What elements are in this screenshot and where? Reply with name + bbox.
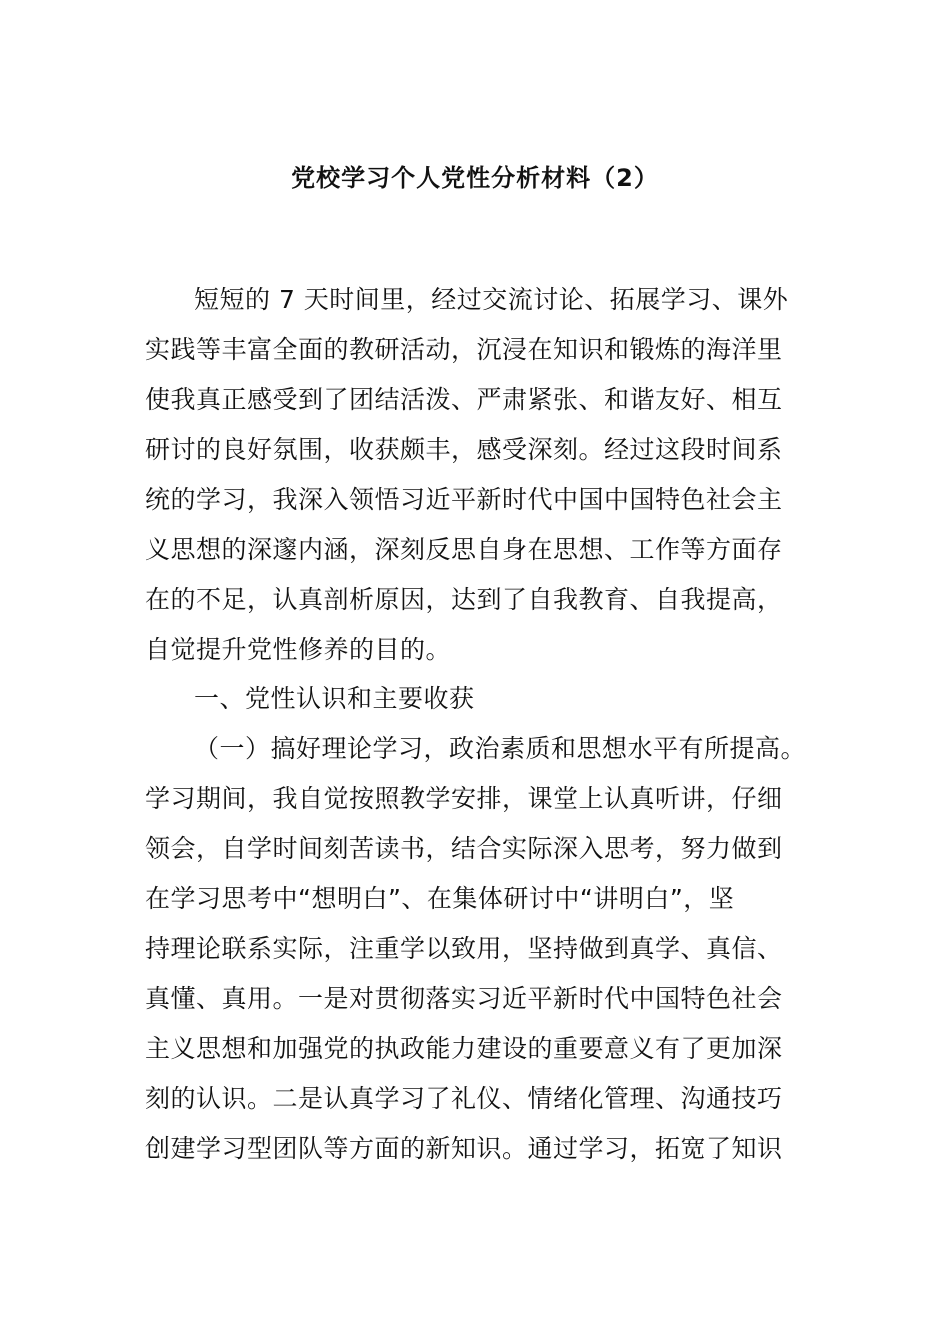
paragraph-line: 创建学习型团队等方面的新知识。通过学习，拓宽了知识 [145,1134,783,1163]
paragraph-line: 自觉提升党性修养的目的。 [145,635,452,664]
document-title: 党校学习个人党性分析材料（2） [291,164,659,192]
paragraph-line: 学习期间，我自觉按照教学安排，课堂上认真听讲，仔细 [145,784,783,813]
paragraph-line: 研讨的良好氛围，收获颇丰，感受深刻。经过这段时间系 [145,435,783,464]
paragraph-line: 使我真正感受到了团结活泼、严肃紧张、和谐友好、相互 [145,385,783,414]
subsection-heading: （一）搞好理论学习，政治素质和思想水平有所提高。 [194,734,807,763]
paragraph-line: 义思想的深邃内涵，深刻反思自身在思想、工作等方面存 [145,535,783,564]
paragraph-line: 主义思想和加强党的执政能力建设的重要意义有了更加深 [145,1034,783,1063]
paragraph-line: 在的不足，认真剖析原因，达到了自我教育、自我提高， [145,585,783,614]
paragraph-line: 统的学习，我深入领悟习近平新时代中国中国特色社会主 [145,485,783,514]
paragraph-line: 短短的 7 天时间里，经过交流讨论、拓展学习、课外 [194,285,789,314]
paragraph-line: 在学习思考中“想明白”、在集体研讨中“讲明白”，坚 [145,884,735,913]
paragraph-line: 实践等丰富全面的教研活动，沉浸在知识和锻炼的海洋里 [145,335,783,364]
section-heading: 一、党性认识和主要收获 [194,684,475,713]
paragraph-line: 刻的认识。二是认真学习了礼仪、情绪化管理、沟通技巧 [145,1084,783,1113]
paragraph-line: 领会，自学时间刻苦读书，结合实际深入思考，努力做到 [145,834,783,863]
paragraph-line: 真懂、真用。一是对贯彻落实习近平新时代中国特色社会 [145,984,783,1013]
paragraph-line: 持理论联系实际，注重学以致用，坚持做到真学、真信、 [145,934,783,963]
